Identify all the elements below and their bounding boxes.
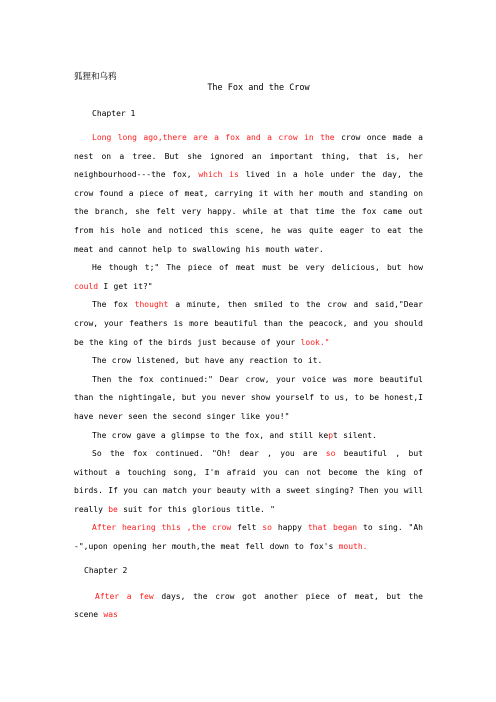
text-run: He though t;" The piece of meat must be very delicious, but how (92, 263, 423, 273)
text-run: to sing. "Ah -",upon opening her mouth,the meat fell down to fox's (74, 523, 423, 552)
highlighted-text: so (325, 449, 336, 459)
paragraph (74, 371, 423, 427)
highlighted-text: thought (134, 300, 169, 310)
text-run: lived in a hole under the day, the crow found a piece of meat, carrying it with her mouth and standing on the branch, she felt very happy. while at that time the fox came out from his hole and noticed this scene, he was quite eager to eat the meat and cannot help to swallowing his mouth water. (74, 170, 424, 254)
text-run: Then the fox continued:" Dear crow, your voice was more beautiful than the nightingale, but you never show yourself to us, to be honest,I have never seen the second singer like you!" (74, 374, 423, 421)
text-run: The fox (92, 300, 135, 310)
highlighted-text: could (74, 281, 99, 291)
highlighted-text: After a few (95, 591, 154, 601)
highlighted-text: p (328, 430, 334, 440)
text-run: I get it?" (98, 281, 153, 291)
text-run: beautiful , but without a touching song, I'm afraid you can not become the king of birds. If you can match your beauty with a sweet singing? Then you will really (74, 449, 423, 514)
highlighted-text: look." (300, 337, 330, 347)
text-run: happy (271, 523, 308, 533)
chapter-2-heading: Chapter 2 (84, 565, 128, 575)
paragraph (74, 445, 423, 519)
highlighted-text: be (108, 504, 118, 514)
highlighted-text: was (103, 610, 118, 620)
chinese-title: 狐狸和乌鸦 (74, 72, 117, 82)
chapter-1-body (74, 129, 423, 557)
document-body (74, 72, 423, 625)
highlighted-text: After hearing this ,the crow (92, 523, 232, 533)
text-run: The crow listened, but have any reaction to it. (92, 356, 323, 366)
paragraph (74, 588, 423, 625)
text-run: The crow gave a glimpse to the fox, and still ke (92, 430, 329, 440)
text-run: suit for this glorious title. " (117, 504, 275, 514)
paragraph (74, 129, 423, 259)
text-run: a minute, then smiled to the crow and said,"Dear crow, your feathers is more beautiful than the peacock, and you should be the king of the birds just because of your (74, 300, 423, 347)
text-run: crow once made a nest on a tree. But she ignored an important thing, that is, her neighbourhood---the fox, (74, 133, 423, 180)
text-run: t silent. (333, 430, 377, 440)
paragraph (74, 259, 423, 296)
text-run: So the fox continued. "Oh! dear , you are (92, 449, 326, 459)
text-run: days, the crow got another piece of meat, but the scene (74, 591, 423, 620)
highlighted-text: that began (307, 523, 358, 533)
paragraph (74, 519, 423, 556)
highlighted-text: mouth. (338, 542, 368, 552)
paragraph (74, 352, 423, 371)
text-run: felt (231, 523, 263, 533)
chapter-1-heading: Chapter 1 (92, 109, 136, 118)
english-title: The Fox and the Crow (207, 83, 310, 93)
paragraph (74, 427, 423, 446)
highlighted-text: so (262, 523, 272, 533)
paragraph (74, 296, 423, 352)
highlighted-text: which is (198, 170, 239, 180)
highlighted-text: Long long ago,there are a fox and a crow in the (92, 133, 342, 142)
chapter-2-body (74, 588, 423, 625)
